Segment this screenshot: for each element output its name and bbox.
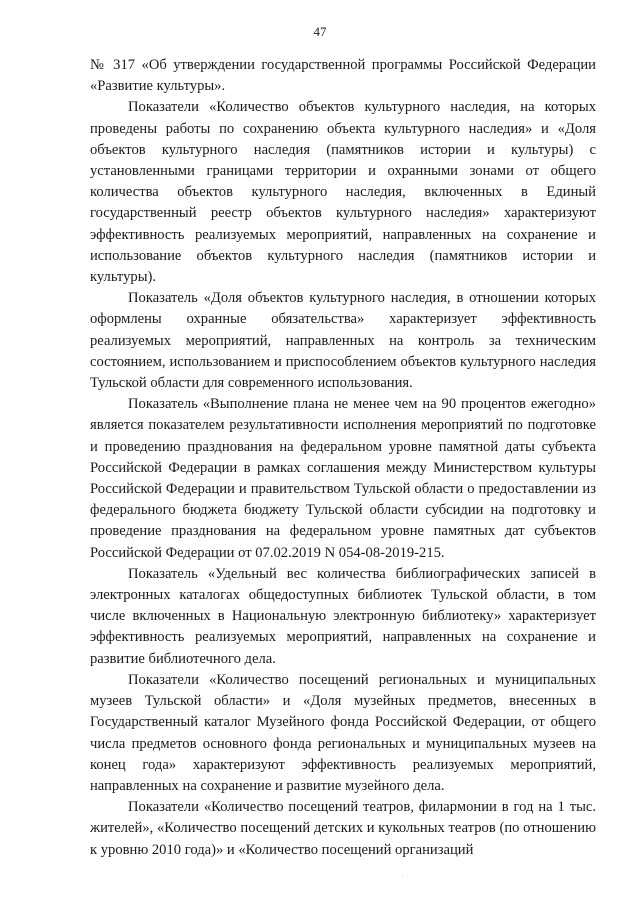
scan-artifact: . . . [402,872,415,878]
page-number: 47 [313,24,327,39]
document-body [90,55,596,861]
paragraph: Показатели «Количество посещений региональных и муниципальных музеев Тульской области» и «Доля музейных предметов, внесенных в Государственный каталог Музейного фонда Российской Федерации, от общего числа предметов основного фонда региональных и муниципальных музеев на конец года» характеризуют эффективность реализуемых мероприятий, направленных на сохранение и развитие музейного дела. [90,671,596,794]
paragraph: Показатели «Количество объектов культурного наследия, на которых проведены работы по сохранению объекта культурного наследия» и «Доля объектов культурного наследия (памятников истории и культуры) с установленными границами территории и охранными зонами от общего количества объектов культурного наследия, включенных в Единый государственный реестр объектов культурного наследия» характеризуют эффективность реализуемых мероприятий, направленных на сохранение и использование объектов культурного наследия (памятников истории и культуры). [90,99,596,286]
paragraph: Показатель «Доля объектов культурного наследия, в отношении которых оформлены охранные обязательства» характеризует эффективность реализуемых мероприятий, направленных на контроль за техническим состоянием, использованием и приспособлением объектов культурного наследия Тульской области для современного использования. [90,290,596,392]
paragraph: Показатели «Количество посещений театров, филармонии в год на 1 тыс. жителей», «Количество посещений детских и кукольных театров (по отношению к уровню 2010 года)» и «Количество посещений организаций [90,799,596,858]
paragraph: № 317 «Об утверждении государственной программы Российской Федерации «Развитие культуры». [90,57,596,95]
paragraph: Показатель «Удельный вес количества библиографических записей в электронных каталогах общедоступных библиотек Тульской области, в том числе включенных в Национальную электронную библиотеку» характеризует эффективность реализуемых мероприятий, направленных на сохранение и развитие библиотечного дела. [90,565,596,667]
paragraph: Показатель «Выполнение плана не менее чем на 90 процентов ежегодно» является показателем результативности исполнения мероприятий по подготовке и проведению празднования на федеральном уровне памятной даты субъекта Российской Федерации в рамках соглашения между Министерством культуры Российской Федерации и правительством Тульской области о предоставлении из федерального бюджета бюджету Тульской области субсидии на подготовку и проведение празднования на федеральном уровне памятных дат субъектов Российской Федерации от 07.02.2019 N 054-08-2019-215. [90,396,596,561]
